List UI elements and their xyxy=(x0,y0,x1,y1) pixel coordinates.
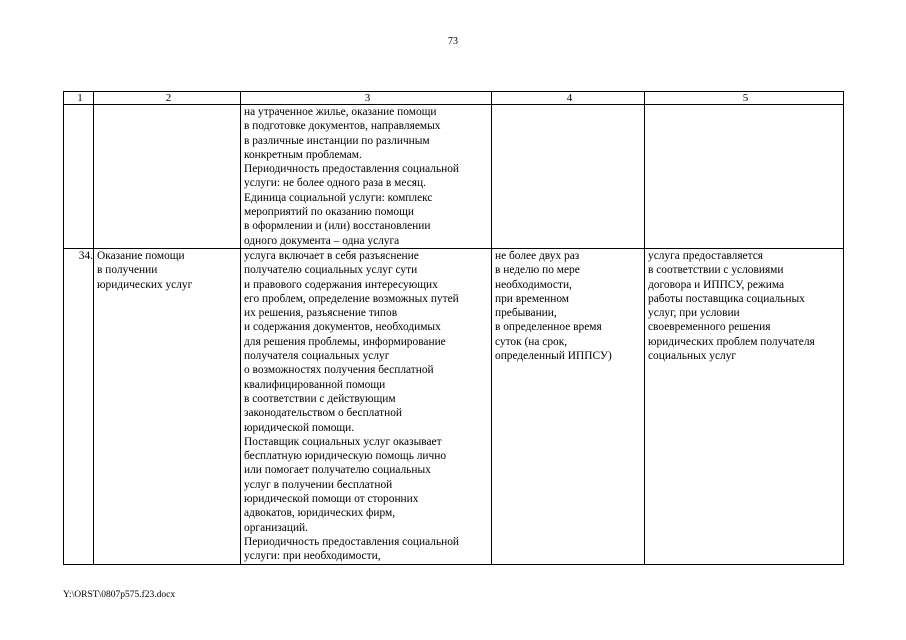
cell-text-line: услуг, при условии xyxy=(648,307,740,320)
service-period-cell xyxy=(492,105,645,249)
cell-text-line: организаций. xyxy=(244,521,308,534)
page-number: 73 xyxy=(448,36,458,47)
cell-text-line: определенный ИППСУ) xyxy=(495,350,612,363)
header-row xyxy=(64,92,844,105)
cell-text-line: договора и ИППСУ, режима xyxy=(648,278,785,291)
cell-text-line: в получении xyxy=(97,264,158,277)
cell-text-line: Периодичность предоставления социальной xyxy=(244,163,460,176)
cell-text-line: социальных услуг xyxy=(648,350,737,363)
column-header-3: 3 xyxy=(241,92,492,105)
footer-file-path: Y:\ORST\0807p575.f23.docx xyxy=(63,590,176,600)
cell-text-line: для решения проблемы, информирование xyxy=(244,335,446,348)
cell-text-line: мероприятий по оказанию помощи xyxy=(244,206,414,219)
cell-text-line: в оформлении и (или) восстановлении xyxy=(244,220,431,233)
cell-text-line: услуга предоставляется xyxy=(648,249,764,262)
cell-text-line: адвокатов, юридических фирм, xyxy=(244,507,396,520)
service-description-cell xyxy=(241,105,492,249)
services-table xyxy=(63,91,844,565)
cell-text-line: юридической помощи. xyxy=(244,421,355,434)
column-header-2: 2 xyxy=(94,92,241,105)
table-row xyxy=(64,105,844,249)
column-header-1: 1 xyxy=(64,92,94,105)
column-header-5: 5 xyxy=(645,92,844,105)
cell-text-line: Периодичность предоставления социальной xyxy=(244,535,460,548)
cell-text-line: в соответствии с условиями xyxy=(648,264,784,277)
cell-text-line: не более двух раз xyxy=(495,249,580,262)
cell-text-line: получателю социальных услуг сути xyxy=(244,264,418,277)
cell-text-line: их решения, разъяснение типов xyxy=(244,307,398,320)
cell-text-line: или помогает получателю социальных xyxy=(244,464,431,477)
cell-text-line: при временном xyxy=(495,292,570,305)
cell-text-line: в неделю по мере xyxy=(495,264,580,277)
cell-text-line: о возможностях получения бесплатной xyxy=(244,364,434,377)
cell-text-line: в подготовке документов, направляемых xyxy=(244,120,441,133)
cell-text-line: получателя социальных услуг xyxy=(244,350,390,363)
service-description-cell xyxy=(241,248,492,564)
cell-text-line: на утраченное жилье, оказание помощи xyxy=(244,106,437,118)
cell-text-line: услуги: при необходимости, xyxy=(244,550,381,563)
service-name-cell xyxy=(94,248,241,564)
cell-text-line: квалифицированной помощи xyxy=(244,378,386,391)
row-number-cell: 34. xyxy=(64,248,94,564)
service-conditions-cell xyxy=(645,248,844,564)
cell-text-line: бесплатную юридическую помощь лично xyxy=(244,450,447,463)
cell-text-line: одного документа – одна услуга xyxy=(244,234,400,247)
cell-text-line: суток (на срок, xyxy=(495,335,568,348)
cell-text-line: и содержания документов, необходимых xyxy=(244,321,441,334)
cell-text-line: его проблем, определение возможных путей xyxy=(244,292,459,305)
row-number-cell xyxy=(64,105,94,249)
cell-text-line: и правового содержания интересующих xyxy=(244,278,438,291)
service-period-cell xyxy=(492,248,645,564)
cell-text-line: услуга включает в себя разъяснение xyxy=(244,249,419,262)
service-conditions-cell xyxy=(645,105,844,249)
cell-text-line: работы поставщика социальных xyxy=(648,292,805,305)
cell-text-line: услуг в получении бесплатной xyxy=(244,478,393,491)
cell-text-line: Оказание помощи xyxy=(97,249,185,262)
cell-text-line: услуги: не более одного раза в месяц. xyxy=(244,177,426,190)
cell-text-line: в различные инстанции по различным xyxy=(244,134,430,147)
cell-text-line: юридической помощи от сторонних xyxy=(244,493,419,506)
cell-text-line: Поставщик социальных услуг оказывает xyxy=(244,435,442,448)
cell-text-line: юридических проблем получателя xyxy=(648,335,815,348)
cell-text-line: необходимости, xyxy=(495,278,572,291)
cell-text-line: своевременного решения xyxy=(648,321,771,334)
cell-text-line: в определенное время xyxy=(495,321,602,334)
cell-text-line: законодательством о бесплатной xyxy=(244,407,402,420)
cell-text-line: в соответствии с действующим xyxy=(244,392,396,405)
cell-text-line: пребывании, xyxy=(495,307,557,320)
service-name-cell xyxy=(94,105,241,249)
cell-text-line: юридических услуг xyxy=(97,278,193,291)
cell-text-line: Единица социальной услуги: комплекс xyxy=(244,191,433,204)
cell-text-line: конкретным проблемам. xyxy=(244,148,362,161)
table-row xyxy=(64,248,844,564)
column-header-4: 4 xyxy=(492,92,645,105)
